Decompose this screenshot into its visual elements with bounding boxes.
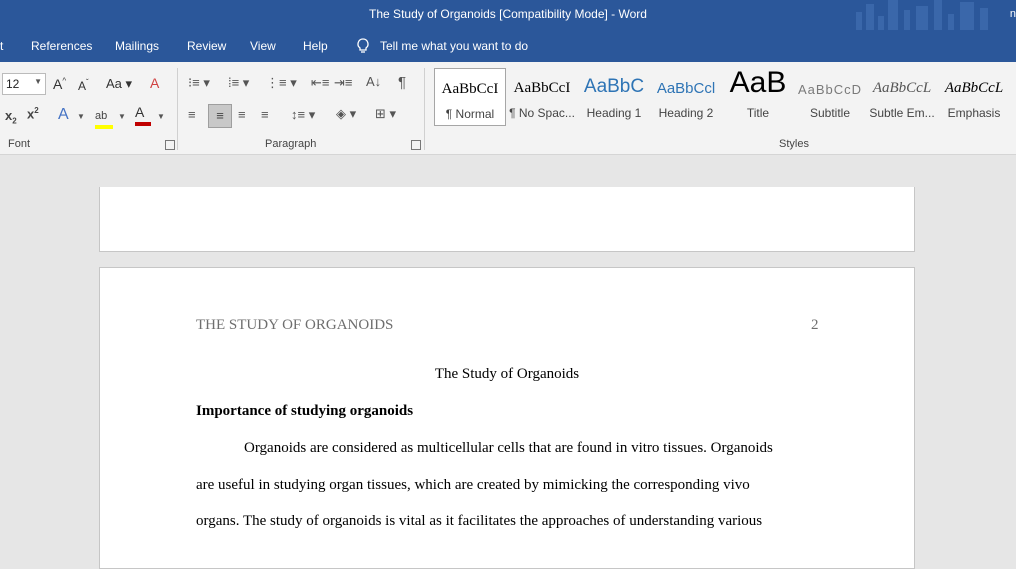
font-group-label: Font (8, 138, 31, 150)
style-name: ¶ Normal (445, 107, 495, 121)
style-normal[interactable] (434, 68, 506, 126)
line-spacing-icon[interactable]: ↕≡ ▾ (291, 107, 316, 122)
align-left-icon[interactable]: ≡ (188, 107, 196, 122)
title-edge-text: n (1009, 8, 1016, 20)
style-no-spacing[interactable] (507, 68, 577, 124)
style-sample: AaBbC (583, 76, 645, 97)
align-right-icon[interactable]: ≡ (238, 107, 246, 122)
show-formatting-marks-icon[interactable]: ¶ (398, 74, 407, 91)
tell-me-label: Tell me what you want to do (380, 39, 529, 53)
superscript-icon[interactable]: $x^2$ (27, 106, 39, 122)
tell-me-box[interactable] (356, 38, 528, 54)
chevron-down-icon[interactable]: ▼ (77, 112, 85, 121)
divider (177, 68, 178, 150)
bullets-icon[interactable]: ⁝≡ ▾ (188, 75, 210, 90)
decrease-indent-icon[interactable]: ⇤≡ (311, 75, 330, 90)
style-emphasis[interactable] (939, 68, 1009, 124)
grow-font-icon[interactable]: A^ (53, 76, 67, 92)
style-sample: AaBbCcL (944, 80, 1004, 96)
style-name: Subtle Em... (869, 106, 935, 120)
style-sample: AaBbCcL (872, 80, 932, 96)
style-sample: AaBbCcI (441, 81, 499, 97)
window-title: The Study of Organoids [Compatibility Mode] - Word (369, 7, 647, 21)
style-heading-2[interactable] (651, 68, 721, 124)
ribbon (0, 62, 1016, 155)
style-name: Title (746, 106, 770, 120)
tab-references[interactable]: References (31, 39, 93, 53)
subscript-icon[interactable]: $x_2$ (5, 108, 17, 126)
body-line-3: organs. The study of organoids is vital as it facilitates the approaches of understanding various (196, 513, 763, 529)
style-subtitle[interactable] (795, 68, 865, 124)
justify-icon[interactable]: ≡ (261, 107, 269, 122)
style-name: Emphasis (947, 106, 1001, 120)
divider (424, 68, 425, 150)
font-size-value: 12 (6, 77, 20, 91)
style-title[interactable] (723, 68, 793, 124)
numbering-icon[interactable]: ⁞≡ ▾ (228, 75, 250, 90)
text-effects-icon[interactable]: A (58, 106, 69, 123)
section-heading: Importance of studying organoids (196, 403, 414, 419)
style-name: Subtitle (809, 106, 851, 120)
chevron-down-icon[interactable]: ▼ (118, 112, 126, 121)
chevron-down-icon: ▼ (34, 77, 42, 86)
document-title: The Study of Organoids (434, 366, 580, 382)
style-sample: AaB (729, 66, 787, 99)
style-name: ¶ No Spac... (509, 106, 575, 120)
style-name: Heading 1 (586, 106, 642, 120)
lightbulb-icon (356, 38, 370, 54)
clear-formatting-icon[interactable]: A (150, 75, 160, 91)
style-heading-1[interactable] (579, 68, 649, 124)
font-color-icon[interactable]: A (135, 104, 151, 126)
shading-icon[interactable]: ◈ ▾ (336, 106, 357, 121)
align-center-icon[interactable]: ≡ (208, 104, 232, 128)
style-sample: AaBbCcI (513, 80, 571, 96)
body-line-2: are useful in studying organ tissues, which are created by mimicking the corresponding vivo (196, 477, 750, 493)
ribbon-tabs (0, 30, 1016, 62)
shrink-font-icon[interactable]: $A^ˇ$ (78, 78, 89, 93)
sort-icon[interactable]: A↓ (366, 74, 382, 89)
tab-help[interactable]: Help (303, 39, 328, 53)
paragraph-dialog-launcher-icon[interactable] (411, 140, 421, 150)
running-header-page-number: 2 (811, 317, 819, 333)
paragraph-group-label: Paragraph (265, 138, 317, 150)
borders-icon[interactable]: ⊞ ▾ (375, 106, 397, 121)
tab-view[interactable]: View (250, 39, 276, 53)
style-subtle-emphasis[interactable] (867, 68, 937, 124)
tab-mailings[interactable]: Mailings (115, 39, 160, 53)
tab-insert[interactable]: t (0, 39, 4, 53)
font-size-box[interactable] (2, 73, 46, 95)
font-dialog-launcher-icon[interactable] (165, 140, 175, 150)
styles-group-label: Styles (779, 138, 809, 150)
style-sample: AaBbCcl (656, 80, 716, 97)
previous-page (99, 187, 915, 252)
chevron-down-icon[interactable]: ▼ (157, 112, 165, 121)
highlight-icon[interactable]: ab (95, 106, 113, 129)
tab-review[interactable]: Review (187, 39, 227, 53)
style-sample: AaBbCcD (797, 82, 863, 97)
body-line-1: Organoids are considered as multicellular cells that are found in vitro tissues. Organoids (244, 440, 773, 456)
title-decoration (856, 0, 1016, 30)
document-page[interactable] (99, 267, 915, 569)
multilevel-list-icon[interactable]: ⋮≡ ▾ (266, 75, 297, 90)
running-header-title: THE STUDY OF ORGANOIDS (196, 317, 394, 333)
title-bar (0, 0, 1016, 30)
change-case-icon[interactable]: Aa ▾ (106, 76, 133, 91)
style-name: Heading 2 (658, 106, 714, 120)
increase-indent-icon[interactable]: ⇥≡ (334, 75, 353, 90)
